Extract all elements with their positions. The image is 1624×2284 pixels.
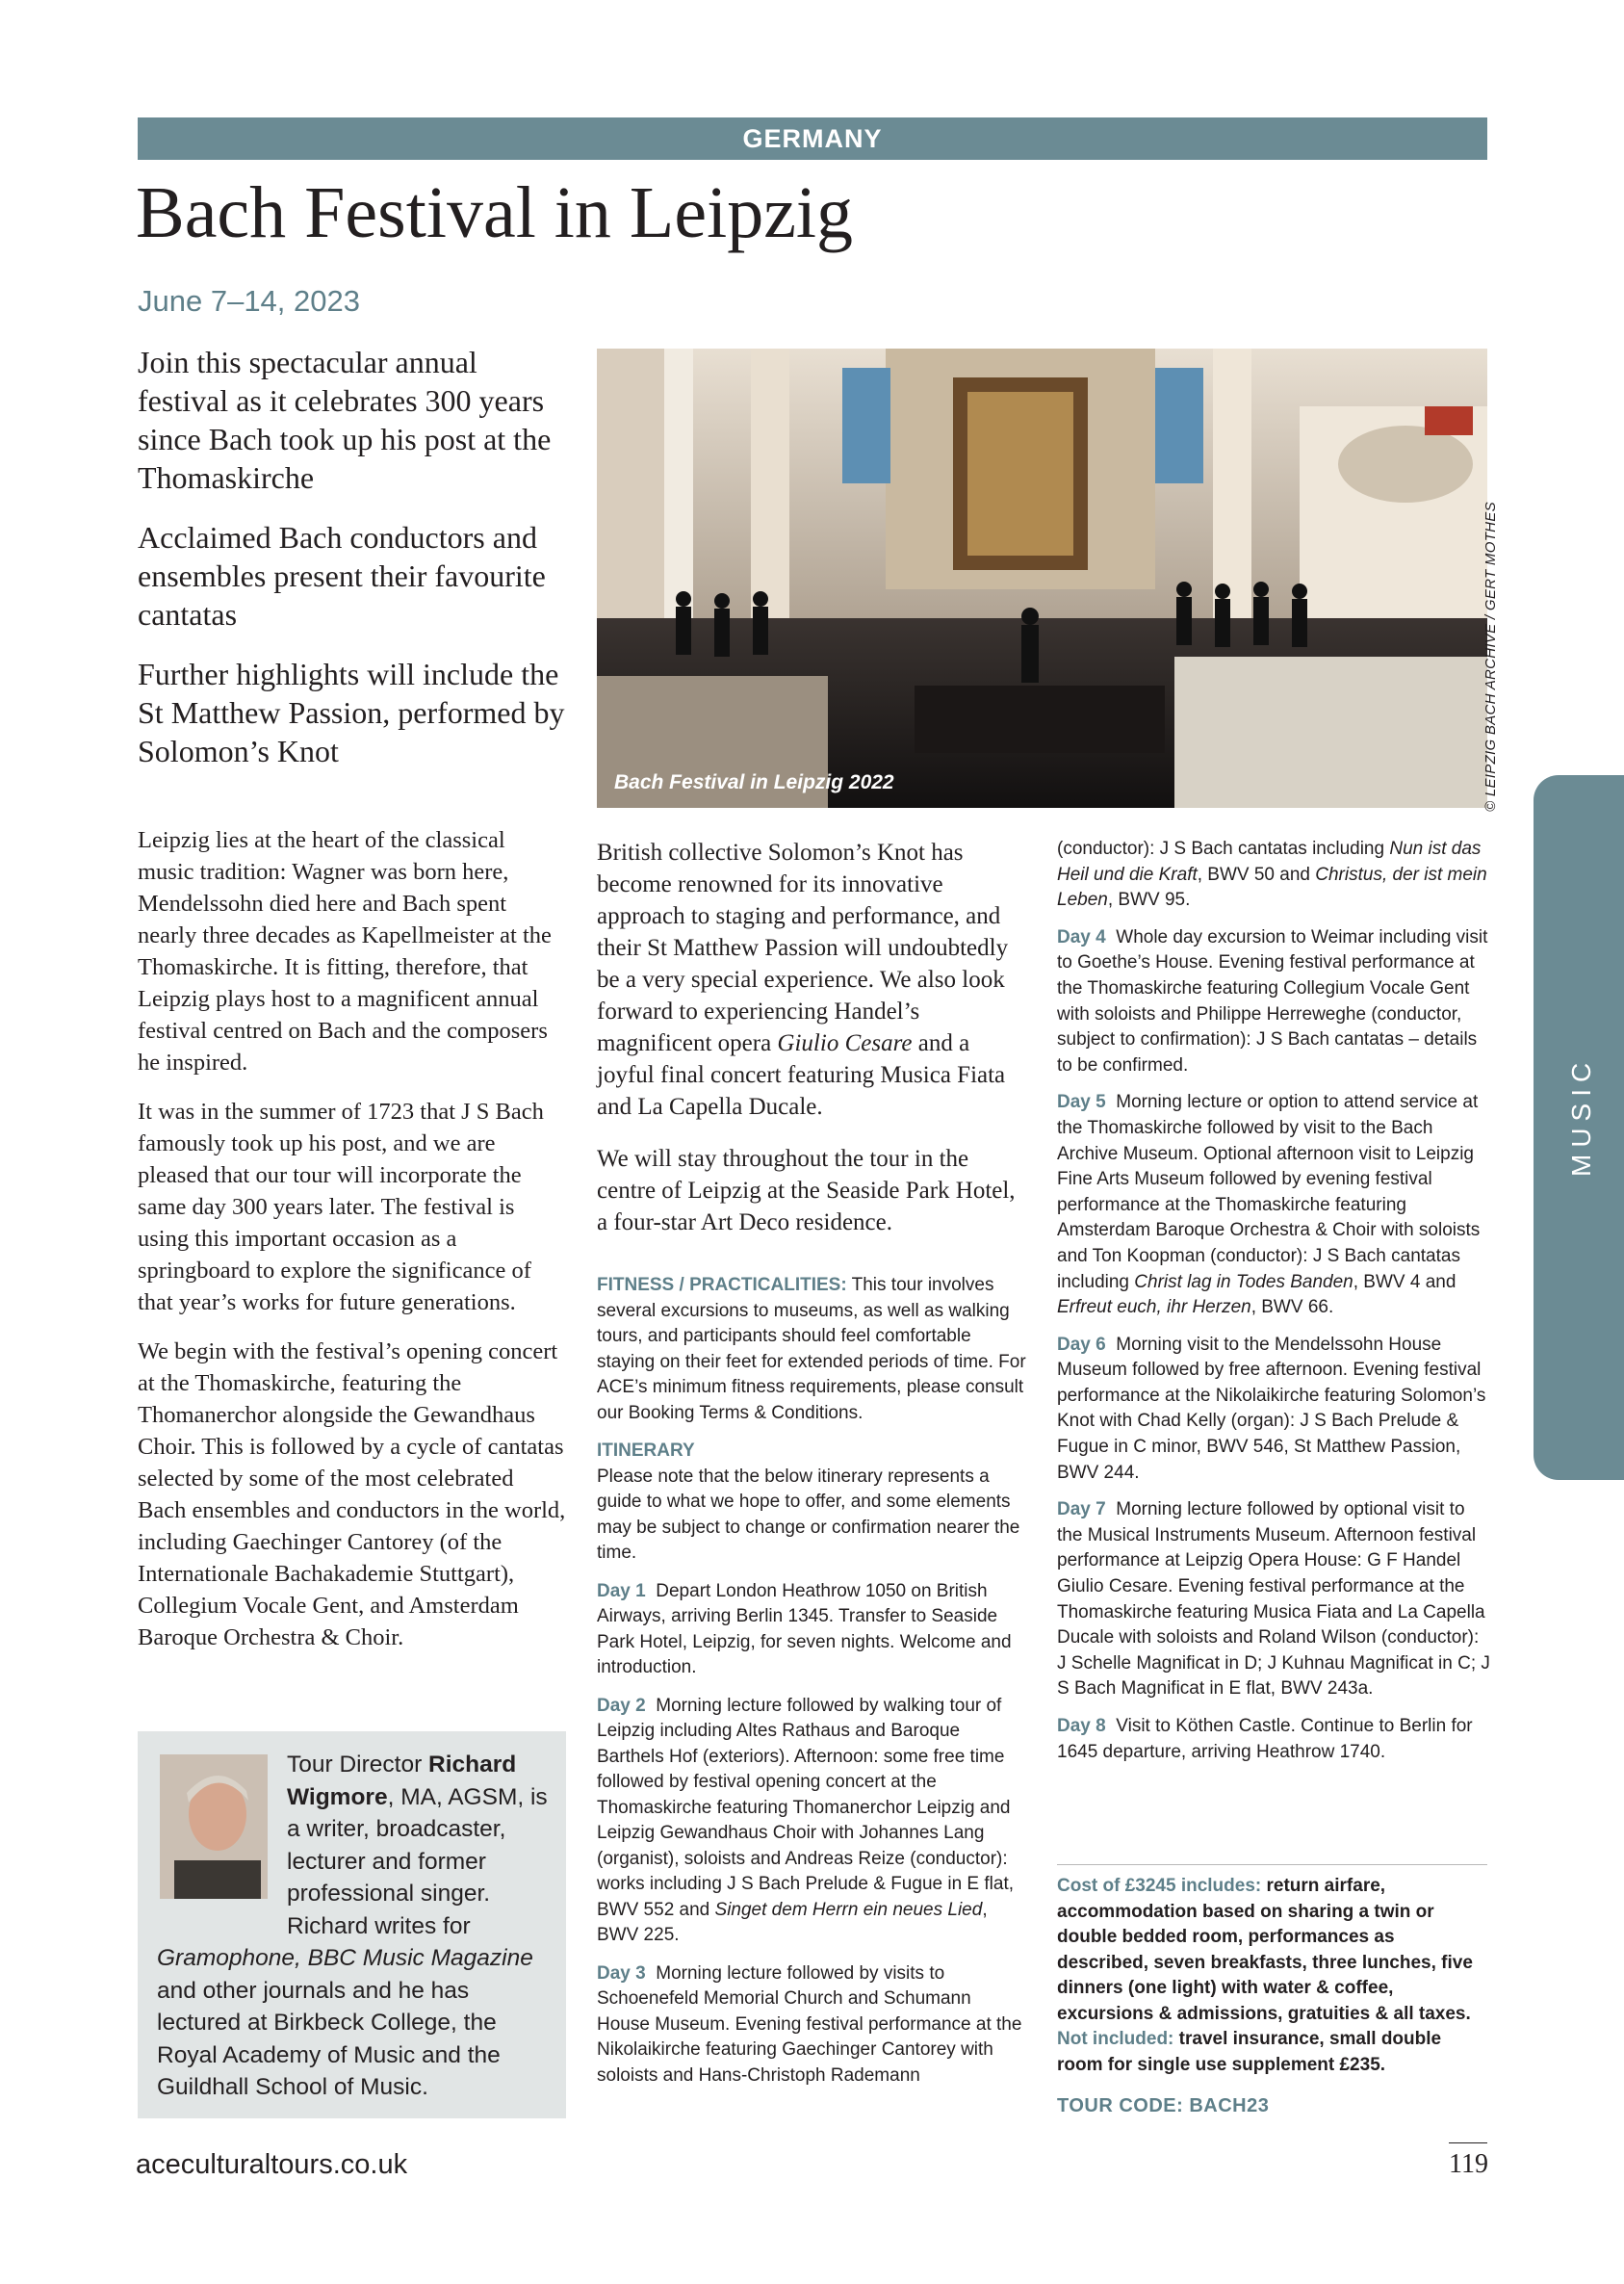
opera-title: Giulio Cesare [777,1030,913,1056]
work-title: Christ lag in Todes Banden [1134,1271,1353,1292]
region-banner: GERMANY [138,117,1487,160]
itinerary-day [1057,1714,1490,1765]
day-label: Day 3 [597,1962,646,1984]
day-text: Morning lecture followed by visits to Schoenefeld Memorial Church and Schumann House Museum. Evening festival performance at the Nikolaikirche featuring Gaechinger Cantorey with soloists and Hans-Christoph Rademann [597,1962,1022,2086]
bio-magazines: Gramophone, BBC Music Magazine [157,1945,533,1971]
day-text: Depart London Heathrow 1050 on British Airways, arriving Berlin 1345. Transfer to Seaside Park Hotel, Leipzig, for seven nights. Welcome and introduction. [597,1580,1012,1677]
highlights [138,343,571,792]
itinerary-day [597,1694,1026,1949]
highlight-item: Acclaimed Bach conductors and ensembles present their favourite cantatas [138,520,546,632]
day-text: Whole day excursion to Weimar including visit to Goethe’s House. Evening festival performance at the Thomaskirche featuring Collegium Vocale Gent with soloists and Philippe Herreweghe (conductor, subject to confirmation): J S Bach cantatas – details to be confirmed. [1057,926,1488,1076]
concert-photo [597,349,1487,808]
highlight-item: Further highlights will include the St Matthew Passion, performed by Solomon’s Knot [138,657,565,768]
day-label: Day 8 [1057,1716,1106,1736]
itinerary-heading: ITINERARY [597,1440,695,1461]
intro-paragraph: We will stay throughout the tour in the centre of Leipzig at the Seaside Park Hotel, a four-star Art Deco residence. [597,1146,1016,1235]
work-title: Singet dem Herrn ein neues Lied [714,1899,983,1920]
day-text: Morning lecture followed by walking tour of Leipzig including Altes Rathaus and Baroque Barthels Hof (exteriors). Afternoon: some free time followed by festival opening concert at the Thomaskirche featuring Thomanerchor Leipzig and Leipzig Gewandhaus Choir with Johannes Lang (organist), soloists and Andreas Reize (conductor): works including J S Bach Prelude & Fugue in E flat, BWV 552 and [597,1695,1015,1920]
itinerary-day [1057,1497,1490,1702]
page-number: 119 [1449,2149,1488,2179]
highlight-item: Join this spectacular annual festival as it celebrates 300 years since Bach took up his post at the Thomaskirche [138,345,552,495]
day-text: Morning visit to the Mendelssohn House Museum followed by free afternoon. Evening festival performance at the Nikolaikirche featuring Solomon’s Knot with Chad Kelly (organ): J S Bach Prelude & Fugue in C minor, BWV 546, St Matthew Passion, BWV 244. [1057,1334,1486,1483]
day-text: , BWV 95. [1107,890,1191,911]
day-label: Day 7 [1057,1499,1106,1520]
cost-includes: return airfare, accommodation based on sharing a twin or double bedded room, performances as described, seven breakfasts, three lunches, five dinners (one light) with water & coffee, excursions & admissions, gratuities & all taxes. [1057,1876,1473,2024]
tour-code: TOUR CODE: BACH23 [1057,2095,1270,2116]
divider [1057,1864,1487,1865]
day-text: Morning lecture followed by optional visit to the Musical Instruments Museum. Afternoon festival performance at Leipzig Opera House: G F Handel Giulio Cesare. Evening festival performance at the Thomaskirche featuring Musica Fiata and La Capella Ducale with soloists and Roland Wilson (conductor): J Schelle Magnificat in D; J Kuhnau Magnificat in C; J S Bach Magnificat in E flat, BWV 243a. [1057,1499,1490,1700]
day-label: Day 5 [1057,1092,1106,1113]
bio-text: , MA, AGSM, is a writer, broadcaster, lecturer and former professional singer. Richard writes for [287,1783,548,1939]
intro-column [138,824,566,1671]
tour-director-box [138,1731,566,2118]
intro-paragraph [597,837,1026,1123]
day-label: Day 1 [597,1580,646,1601]
intro-paragraph: Leipzig lies at the heart of the classical music tradition: Wagner was born here, Mendelssohn died here and Bach spent nearly three decades as Kapellmeister at the Thomaskirche. It is fitting, therefore, that Leipzig plays host to a magnificent annual festival centred on Bach and the composers he inspired. [138,827,552,1076]
itinerary-day [597,1579,1026,1681]
bio-text: and other journals and he has lectured at Birkbeck College, the Royal Academy of Music and the Guildhall School of Music. [157,1977,501,2100]
tour-dates: June 7–14, 2023 [138,284,360,318]
tour-director-bio [157,1749,552,2104]
footer-url[interactable]: aceculturaltours.co.uk [136,2149,408,2180]
itinerary-day [1057,925,1490,1079]
not-included-text: travel insurance, small double room for single use supplement £235. [1057,2029,1442,2075]
work-title: Erfreut euch, ihr Herzen [1057,1297,1251,1318]
itinerary-column-3 [1057,837,1490,1777]
cost-label: Cost of £3245 includes: [1057,1876,1262,1896]
cost-block [1057,1874,1490,2078]
day-text: , BWV 4 and [1353,1271,1456,1292]
not-included-label: Not included: [1057,2029,1174,2049]
divider [1449,2142,1487,2143]
itinerary-day-continued [1057,837,1490,914]
intro-text: British collective Solomon’s Knot has become renowned for its innovative approach to staging and performance, and their St Matthew Passion will undoubtedly be a very special experience. We also look forward to experiencing Handel’s magnificent opera [597,840,1009,1056]
intro-paragraph: It was in the summer of 1723 that J S Bach famously took up his post, and we are pleased that our tour will incorporate the same day 300 years later. The festival is using this important occasion as a springboard to explore the significance of that year’s works for future generations. [138,1099,544,1315]
day-text: , BWV 66. [1250,1297,1334,1318]
practicalities-itinerary [597,1273,1026,2101]
photo-credit: © LEIPZIG BACH ARCHIVE / GERT MOTHES [1482,502,1499,812]
tour-director-name: Richard Wigmore [287,1752,517,1810]
page-title: Bach Festival in Leipzig [136,172,854,253]
itinerary-intro [597,1439,1026,1567]
itinerary-note: Please note that the below itinerary represents a guide to what we hope to offer, and some elements may be subject to change or confirmation nearer the time. [597,1466,1020,1563]
work-title: Nun ist das Heil und die Kraft [1057,839,1482,885]
fitness-paragraph [597,1273,1026,1426]
intro-text: and a joyful final concert featuring Musica Fiata and La Capella Ducale. [597,1030,1006,1120]
section-tab-label: MUSIC [1566,1055,1596,1177]
day-label: Day 6 [1057,1334,1106,1355]
church-interior-image [597,349,1487,808]
intro-paragraph: We begin with the festival’s opening concert at the Thomaskirche, featuring the Thomanerchor alongside the Gewandhaus Choir. This is followed by a cycle of cantatas selected by some of the most celebrated Bach ensembles and conductors in the world, including Gaechinger Cantorey (of the Internationale Bachakademie Stuttgart), Collegium Vocale Gent, and Amsterdam Baroque Orchestra & Choir. [138,1338,566,1650]
day-text: Morning lecture or option to attend service at the Thomaskirche followed by visit to the Bach Archive Museum. Optional afternoon visit to Leipzig Fine Arts Museum followed by evening festival performance at the Thomaskirche featuring Amsterdam Baroque Orchestra & Choir with soloists and Ton Koopman (conductor): J S Bach cantatas including [1057,1092,1481,1292]
itinerary-day [597,1961,1026,2089]
day-text: , BWV 50 and [1197,864,1316,885]
bio-text: Tour Director [287,1752,429,1778]
day-label: Day 2 [597,1695,646,1716]
fitness-heading: FITNESS / PRACTICALITIES: [597,1275,847,1295]
itinerary-day [1057,1090,1490,1320]
day-text: (conductor): J S Bach cantatas including [1057,839,1390,859]
work-title: Christus, der ist mein Leben [1057,864,1487,911]
photo-caption: Bach Festival in Leipzig 2022 [614,771,894,793]
day-text: Visit to Köthen Castle. Continue to Berlin for 1645 departure, arriving Heathrow 1740. [1057,1716,1473,1762]
day-text: , BWV 225. [597,1899,988,1945]
itinerary-day [1057,1333,1490,1487]
fitness-text: This tour involves several excursions to museums, as well as walking tours, and participants should feel comfortable staying on their feet for extended periods of time. For ACE’s minimum fitness requirements, please consult our Booking Terms & Conditions. [597,1275,1026,1423]
day-label: Day 4 [1057,926,1106,947]
intro-column-2 [597,837,1026,1259]
